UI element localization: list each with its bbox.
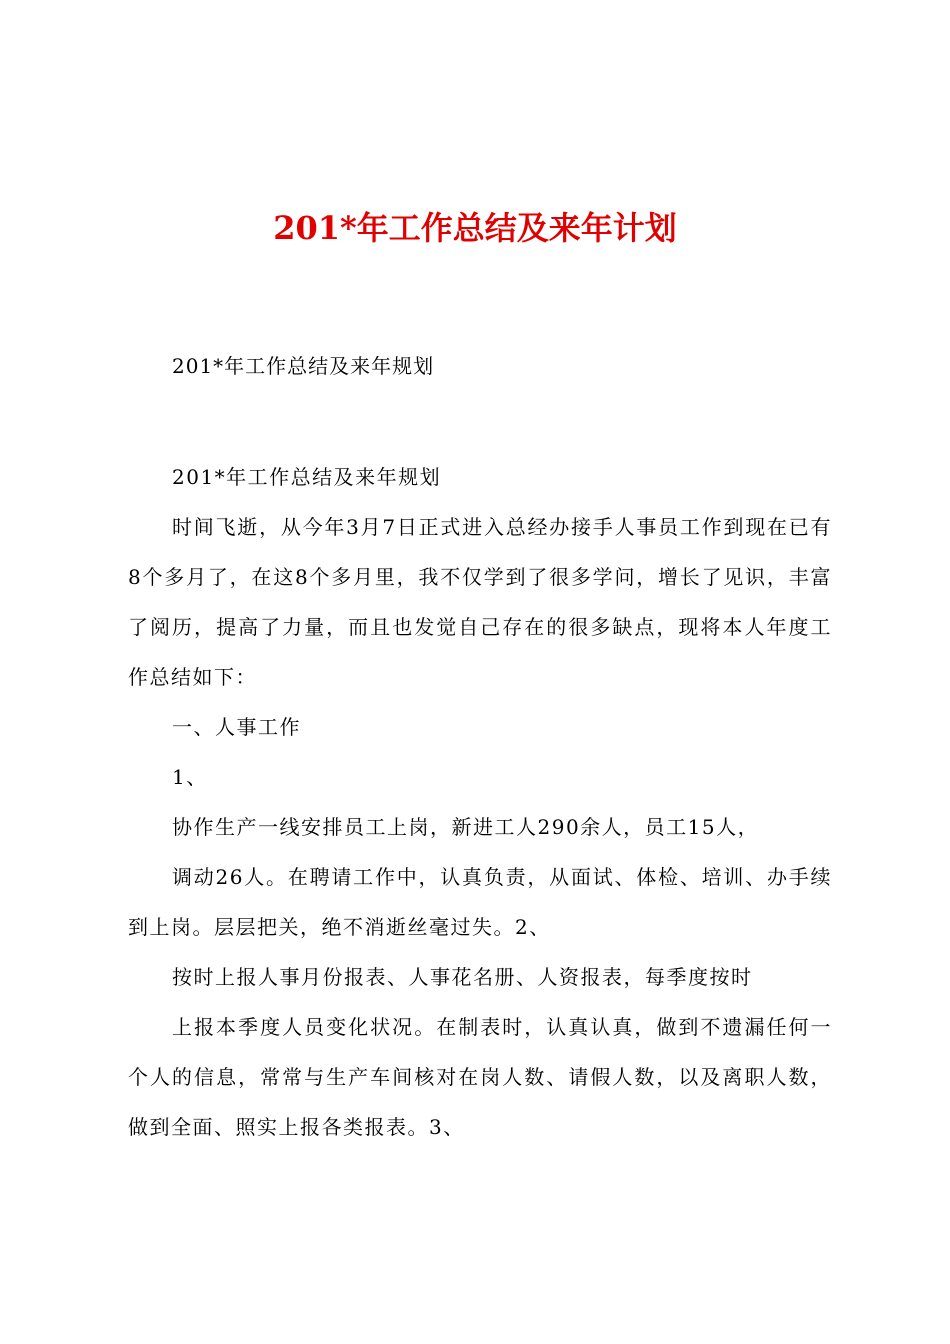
paragraph-heading: 201*年工作总结及来年规划 <box>172 465 442 489</box>
paragraph-intro: 时间飞逝，从今年3月7日正式进入总经办接手人事员工作到现在已有8个多月了，在这8个多月里，我不仅学到了很多学问，增长了见识，丰富了阅历，提高了力量，而且也发觉自己存在的很多缺点，现将本人年度工作总结如下： <box>128 515 832 689</box>
paragraph-reports: 按时上报人事月份报表、人事花名册、人资报表，每季度按时 <box>172 965 753 989</box>
document-title: 201*年工作总结及来年计划 <box>273 209 677 247</box>
paragraph-recruitment: 协作生产一线安排员工上岗，新进工人290余人，员工15人， <box>172 815 760 839</box>
document-body <box>128 452 832 1152</box>
paragraph-transfer: 调动26人。在聘请工作中，认真负责，从面试、体检、培训、办手续到上岗。层层把关，绝不消逝丝毫过失。2、 <box>128 865 832 939</box>
section-heading-hr-work: 一、人事工作 <box>172 715 301 739</box>
paragraph-quarterly: 上报本季度人员变化状况。在制表时，认真认真，做到不遗漏任何一个人的信息，常常与生产车间核对在岗人数、请假人数，以及离职人数，做到全面、照实上报各类报表。3、 <box>128 1015 832 1139</box>
document-subtitle: 201*年工作总结及来年规划 <box>172 354 435 378</box>
item-number-1: 1、 <box>172 765 208 789</box>
